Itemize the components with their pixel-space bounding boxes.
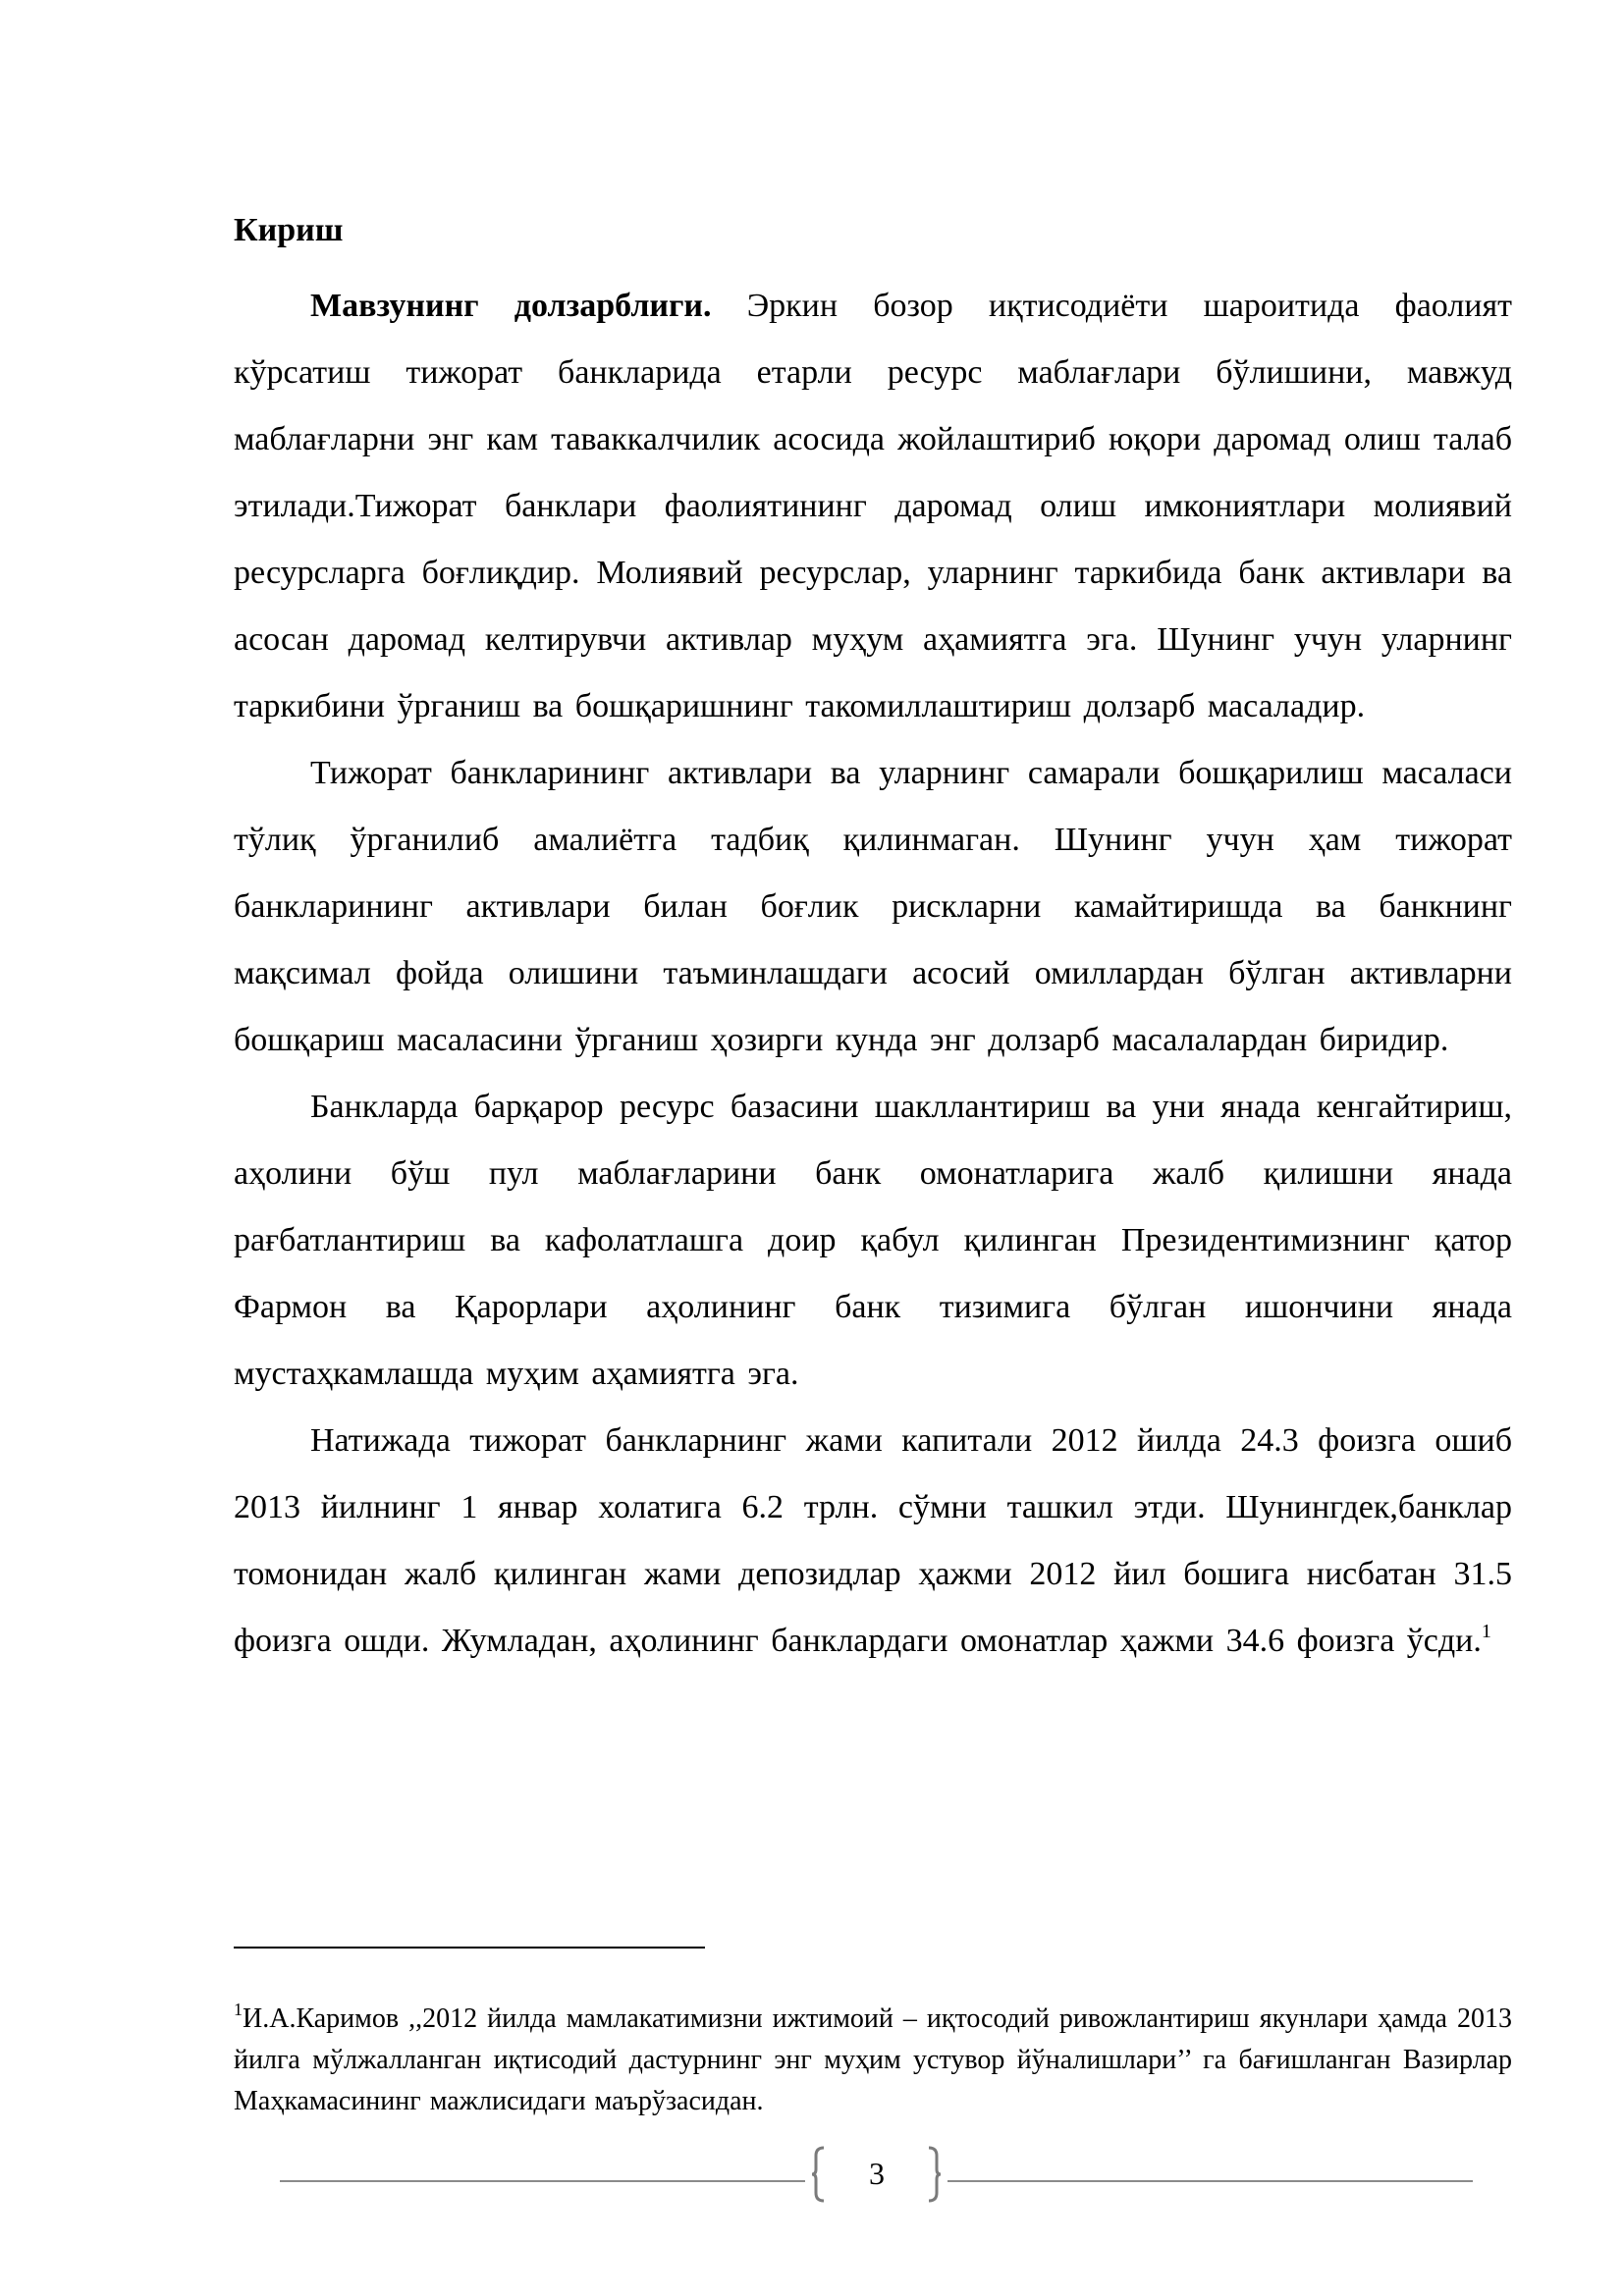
footnote-reference[interactable]: 1 [1481, 1621, 1491, 1642]
footnote-mark: 1 [234, 2000, 243, 2019]
page-footer [280, 2146, 1473, 2215]
paragraph-relevance [234, 273, 1512, 740]
paragraph-text: Натижада тижорат банкларнинг жами капитали 2012 йилда 24.3 фоизга ошиб 2013 йилнинг 1 январ холатига 6.2 трлн. сўмни ташкил этди. Шунингдек,банклар томонидан жалб қилинган жами депозидлар ҳажми 2012 йил бошига нисбатан 31.5 фоизга ошди. Жумладан, аҳолининг банклардаги омонатлар ҳажми 34.6 фоизга ўсди. [234, 1422, 1512, 1659]
paragraph-text: Банкларда барқарор ресурс базасини шакллантириш ва уни янада кенгайтириш, аҳолини бўш пул маблағларини банк омонатларига жалб қилишни янада рағбатлантириш ва кафолатлашга доир қабул қилинган Президентимизнинг қатор Фармон ва Қарорлари аҳолининг банк тизимига бўлган ишончини янада мустаҳкамлашда муҳим аҳамиятга эга. [234, 1089, 1512, 1392]
section-heading: Кириш [234, 212, 344, 248]
paragraph-results [234, 1408, 1512, 1675]
paragraph-resources [234, 1074, 1512, 1408]
footnote [234, 1999, 1512, 2122]
left-brace-icon [810, 2146, 828, 2203]
right-brace-icon [925, 2146, 943, 2203]
page-body [234, 208, 1512, 1675]
paragraph-text: Тижорат банкларининг активлари ва уларнинг самарали бошқарилиш масаласи тўлиқ ўрганилиб амалиётга тадбиқ қилинмаган. Шунинг учун ҳам тижорат банкларининг активлари билан боғлик рискларни камайтиришда ва банкнинг мақсимал фойда олишини таъминлашдаги асосий омиллардан бўлган активларни бошқариш масаласини ўрганиш ҳозирги кунда энг долзарб масалалардан биридир. [234, 755, 1512, 1058]
footnote-text: И.А.Каримов ,,2012 йилда мамлакатимизни ижтимоий – иқтосодий ривожлантириш якунлари ҳамда 2013 йилга мўлжалланган иқтисодий дастурнинг энг муҳим устувор йўналишлари’’ га бағишланган Вазирлар Маҳкамасининг мажлисидаги маърўзасидан. [234, 2003, 1512, 2116]
footer-rule-right [947, 2180, 1473, 2182]
paragraph-text: Эркин бозор иқтисодиёти шароитида фаолият кўрсатиш тижорат банкларида етарли ресурс маблағлари бўлишини, мавжуд маблағларни энг кам таваккалчилик асосида жойлаштириб юқори даромад олиш талаб этилади.Тижорат банклари фаолиятининг даромад олиш имкониятлари молиявий ресурсларга боғлиқдир. Молиявий ресурслар, уларнинг таркибида банк активлари ва асосан даромад келтирувчи активлар муҳум аҳамиятга эга. Шунинг учун уларнинг таркибини ўрганиш ва бошқаришнинг такомиллаштириш долзарб масаладир. [234, 288, 1512, 724]
footer-rule-left [280, 2180, 805, 2182]
page-number: 3 [869, 2156, 885, 2191]
paragraph-lead: Мавзунинг долзарблиги. [310, 288, 712, 324]
footnote-separator [234, 1947, 705, 1949]
paragraph-assets [234, 740, 1512, 1074]
